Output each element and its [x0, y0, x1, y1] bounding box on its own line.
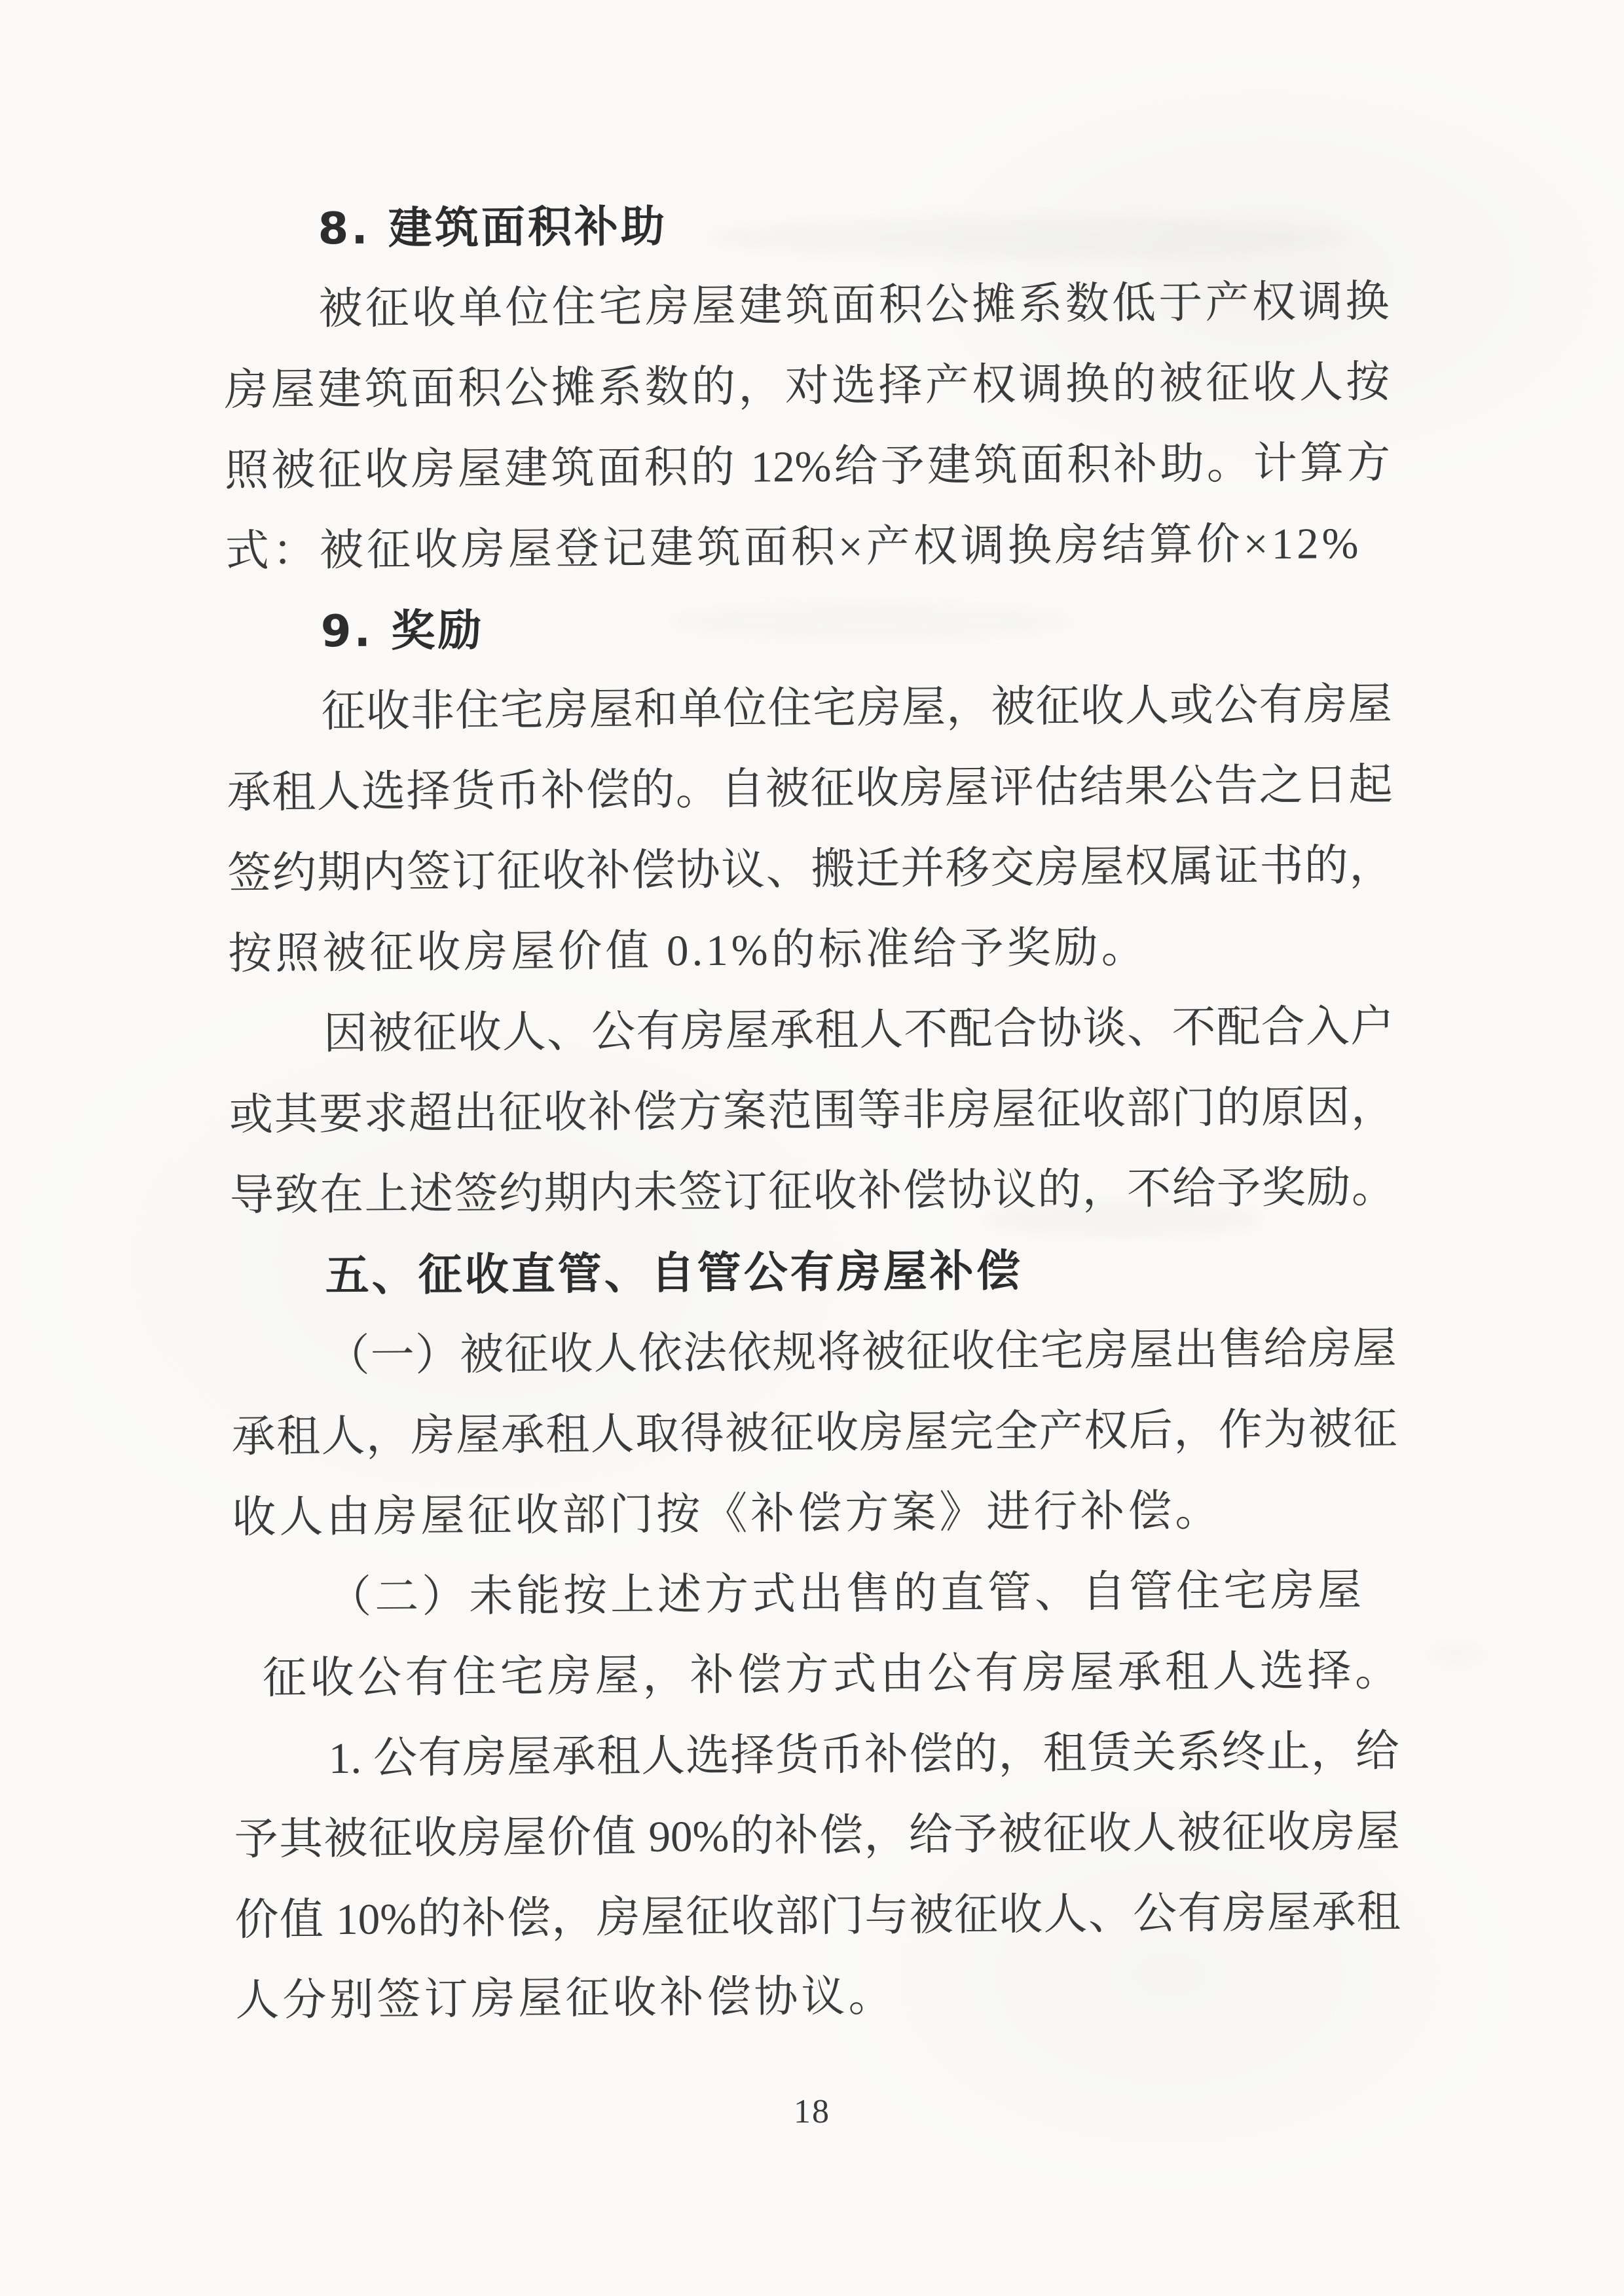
scan-smudge [1428, 1643, 1486, 1666]
paragraph-line: 人分别签订房屋征收补偿协议。 [235, 1972, 896, 2026]
document-text-block [223, 181, 1401, 2041]
paragraph-line: （一）被征收人依法依规将被征收住宅房屋出售给房屋 [325, 1324, 1397, 1381]
paragraph-line: 予其被征收房屋价值 90%的补偿，给予被征收人被征收房屋 [234, 1807, 1400, 1865]
paragraph-line: （二）未能按上述方式出售的直管、自管住宅房屋 [327, 1566, 1365, 1622]
paragraph-line: 征收公有住宅房屋，补偿方式由公有房屋承租人选择。 [262, 1646, 1399, 1703]
heading-reward: 9. 奖励 [320, 604, 485, 657]
paragraph-line: 价值 10%的补偿，房屋征收部门与被征收人、公有房屋承租 [234, 1887, 1401, 1945]
paragraph-line: 签约期内签订征收补偿协议、搬迁并移交房屋权属证书的， [227, 841, 1393, 898]
paragraph-line: 房屋建筑面积公摊系数的，对选择产权调换的被征收人按 [224, 357, 1390, 415]
paragraph-line: 式：被征收房屋登记建筑面积×产权调换房结算价×12% [225, 519, 1362, 576]
paragraph-line: 征收非住宅房屋和单位住宅房屋，被征收人或公有房屋 [321, 680, 1392, 737]
paragraph-line: 照被征收房屋建筑面积的 12%给予建筑面积补助。计算方 [224, 438, 1391, 496]
paragraph-line: 承租人选择货币补偿的。自被征收房屋评估结果公告之日起 [227, 760, 1393, 818]
paragraph-line: 导致在上述签约期内未签订征收补偿协议的，不给予奖励。 [229, 1163, 1396, 1220]
page-number: 18 [794, 2093, 830, 2130]
paragraph-line: 被征收单位住宅房屋建筑面积公摊系数低于产权调换 [318, 277, 1390, 334]
heading-section-five-public-housing: 五、征收直管、自管公有房屋补偿 [325, 1245, 1023, 1302]
paragraph-line: 收人由房屋征收部门按《补偿方案》进行补偿。 [232, 1486, 1223, 1542]
heading-building-area-subsidy: 8. 建筑面积补助 [318, 200, 668, 255]
paragraph-line: 或其要求超出征收补偿方案范围等非房屋征收部门的原因， [229, 1082, 1395, 1140]
paragraph-line: 承租人，房屋承租人取得被征收房屋完全产权后，作为被征 [231, 1404, 1397, 1462]
paragraph-line: 按照被征收房屋价值 0.1%的标准给予奖励。 [228, 923, 1149, 979]
paragraph-line: 1. 公有房屋承租人选择货币补偿的，租赁关系终止，给 [328, 1726, 1400, 1783]
paragraph-line: 因被征收人、公有房屋承租人不配合协谈、不配合入户 [323, 1002, 1395, 1059]
